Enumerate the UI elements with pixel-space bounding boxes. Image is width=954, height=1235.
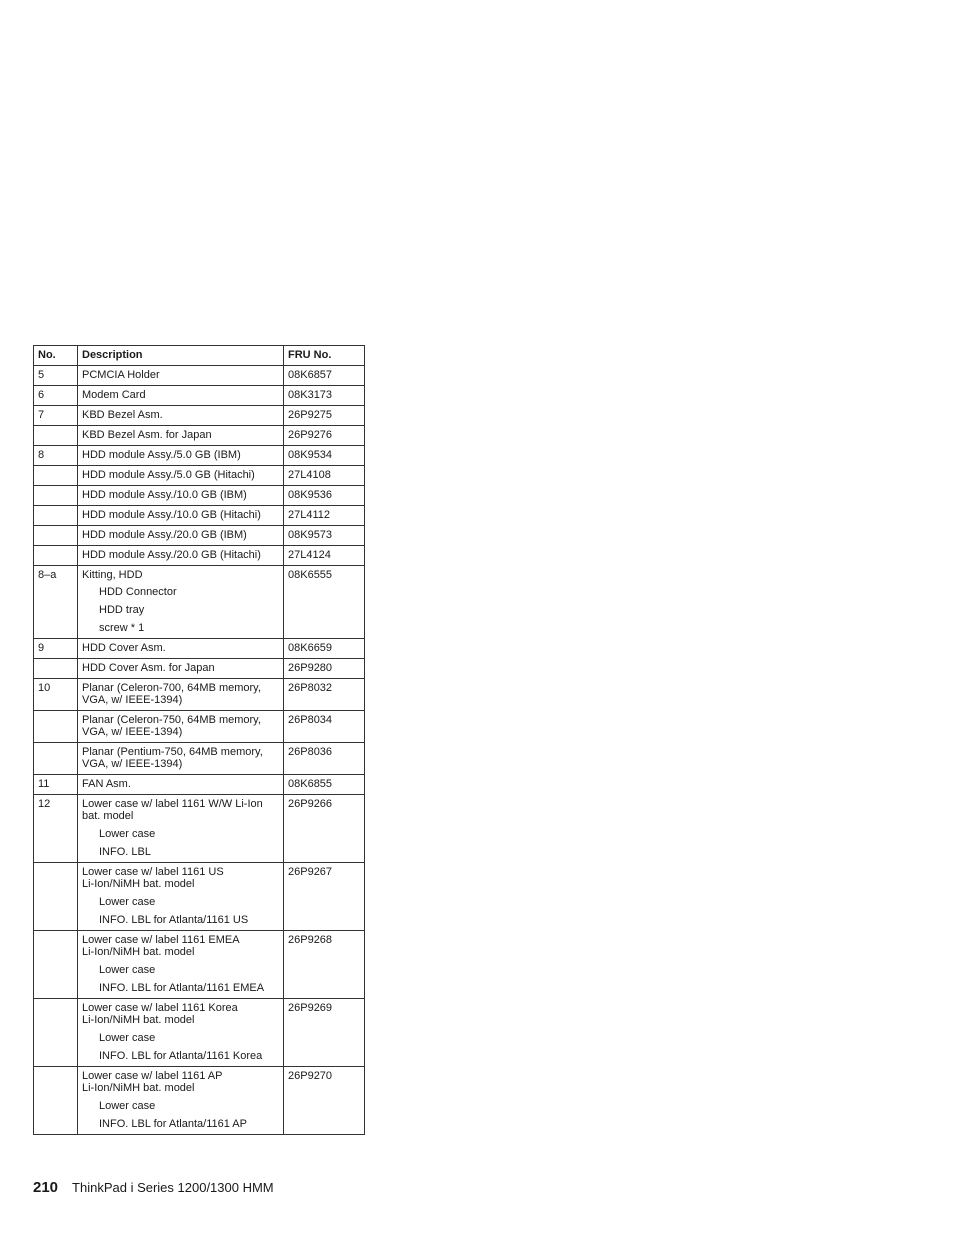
sub-component: screw * 1 bbox=[99, 622, 145, 634]
cell-no: 8–a bbox=[34, 566, 78, 639]
cell-description bbox=[78, 1067, 284, 1135]
cell-description bbox=[78, 659, 284, 679]
cell-description bbox=[78, 386, 284, 406]
sub-component: INFO. LBL for Atlanta/1161 EMEA bbox=[99, 982, 265, 994]
description-text-continued: Li-Ion/NiMH bat. model bbox=[82, 878, 195, 890]
cell-no bbox=[34, 743, 78, 775]
table-row bbox=[34, 566, 365, 639]
cell-description bbox=[78, 931, 284, 999]
cell-description bbox=[78, 711, 284, 743]
cell-no bbox=[34, 1067, 78, 1135]
cell-fru-no: 27L4124 bbox=[284, 546, 365, 566]
cell-fru-no: 08K6659 bbox=[284, 639, 365, 659]
table-row bbox=[34, 406, 365, 426]
cell-no bbox=[34, 526, 78, 546]
table-row bbox=[34, 679, 365, 711]
cell-no: 11 bbox=[34, 775, 78, 795]
table-row bbox=[34, 711, 365, 743]
cell-no: 9 bbox=[34, 639, 78, 659]
description-text: KBD Bezel Asm. bbox=[82, 409, 163, 421]
cell-no: 7 bbox=[34, 406, 78, 426]
description-text: HDD module Assy./10.0 GB (Hitachi) bbox=[82, 509, 261, 521]
cell-fru-no: 08K6555 bbox=[284, 566, 365, 639]
cell-no: 10 bbox=[34, 679, 78, 711]
description-text: Planar (Celeron-750, 64MB memory, bbox=[82, 714, 261, 726]
table-row bbox=[34, 426, 365, 446]
cell-fru-no: 26P9267 bbox=[284, 863, 365, 931]
cell-fru-no: 26P8034 bbox=[284, 711, 365, 743]
cell-description bbox=[78, 639, 284, 659]
description-text: HDD Cover Asm. for Japan bbox=[82, 662, 215, 674]
table-row bbox=[34, 999, 365, 1067]
sub-component: HDD tray bbox=[99, 604, 145, 616]
cell-fru-no: 27L4112 bbox=[284, 506, 365, 526]
cell-no bbox=[34, 931, 78, 999]
cell-fru-no: 26P9276 bbox=[284, 426, 365, 446]
description-text-continued: bat. model bbox=[82, 810, 134, 822]
description-text-continued: Li-Ion/NiMH bat. model bbox=[82, 1014, 195, 1026]
document-title: ThinkPad i Series 1200/1300 HMM bbox=[72, 1180, 274, 1195]
table-row bbox=[34, 486, 365, 506]
cell-no bbox=[34, 426, 78, 446]
page-footer bbox=[33, 1179, 274, 1197]
cell-no bbox=[34, 466, 78, 486]
description-text: Planar (Celeron-700, 64MB memory, bbox=[82, 682, 261, 694]
cell-no: 12 bbox=[34, 795, 78, 863]
cell-no bbox=[34, 546, 78, 566]
cell-description bbox=[78, 486, 284, 506]
cell-description bbox=[78, 999, 284, 1067]
header-row bbox=[34, 346, 365, 366]
table-row bbox=[34, 386, 365, 406]
description-text: HDD module Assy./5.0 GB (Hitachi) bbox=[82, 469, 255, 481]
table-row bbox=[34, 446, 365, 466]
table-row bbox=[34, 526, 365, 546]
sub-component: INFO. LBL for Atlanta/1161 AP bbox=[99, 1118, 247, 1130]
table-row bbox=[34, 546, 365, 566]
table-body bbox=[34, 366, 365, 1135]
description-text: PCMCIA Holder bbox=[82, 369, 160, 381]
sub-component: Lower case bbox=[99, 964, 156, 976]
cell-no: 8 bbox=[34, 446, 78, 466]
cell-description bbox=[78, 863, 284, 931]
table-row bbox=[34, 639, 365, 659]
header-fru-no: FRU No. bbox=[284, 346, 365, 366]
cell-fru-no: 26P9275 bbox=[284, 406, 365, 426]
cell-description bbox=[78, 775, 284, 795]
cell-description bbox=[78, 566, 284, 639]
cell-fru-no: 26P9270 bbox=[284, 1067, 365, 1135]
cell-fru-no: 08K3173 bbox=[284, 386, 365, 406]
sub-component: INFO. LBL for Atlanta/1161 US bbox=[99, 914, 249, 926]
description-text: Lower case w/ label 1161 W/W Li-Ion bbox=[82, 798, 263, 810]
table-row bbox=[34, 795, 365, 863]
description-text-continued: VGA, w/ IEEE-1394) bbox=[82, 694, 183, 706]
page-number: 210 bbox=[33, 1179, 59, 1196]
description-text: Lower case w/ label 1161 AP bbox=[82, 1070, 223, 1082]
description-text: Lower case w/ label 1161 Korea bbox=[82, 1002, 238, 1014]
table-row bbox=[34, 366, 365, 386]
description-text-continued: Li-Ion/NiMH bat. model bbox=[82, 946, 195, 958]
cell-fru-no: 26P9280 bbox=[284, 659, 365, 679]
cell-fru-no: 26P9269 bbox=[284, 999, 365, 1067]
cell-description bbox=[78, 426, 284, 446]
header-description: Description bbox=[78, 346, 284, 366]
table-row bbox=[34, 775, 365, 795]
table-row bbox=[34, 743, 365, 775]
sub-component: Lower case bbox=[99, 828, 156, 840]
cell-description bbox=[78, 795, 284, 863]
cell-no bbox=[34, 486, 78, 506]
cell-no bbox=[34, 506, 78, 526]
cell-no bbox=[34, 659, 78, 679]
description-text: HDD module Assy./20.0 GB (IBM) bbox=[82, 529, 247, 541]
description-text: Modem Card bbox=[82, 389, 146, 401]
description-text: Kitting, HDD bbox=[82, 569, 143, 581]
table-row bbox=[34, 1067, 365, 1135]
cell-description bbox=[78, 546, 284, 566]
sub-component: Lower case bbox=[99, 1100, 156, 1112]
cell-description bbox=[78, 406, 284, 426]
description-text: Planar (Pentium-750, 64MB memory, bbox=[82, 746, 263, 758]
cell-no: 6 bbox=[34, 386, 78, 406]
description-text-continued: VGA, w/ IEEE-1394) bbox=[82, 726, 183, 738]
description-text: HDD module Assy./5.0 GB (IBM) bbox=[82, 449, 241, 461]
cell-no: 5 bbox=[34, 366, 78, 386]
sub-component: HDD Connector bbox=[99, 586, 177, 598]
cell-fru-no: 08K9534 bbox=[284, 446, 365, 466]
sub-component: INFO. LBL bbox=[99, 846, 151, 858]
sub-component: Lower case bbox=[99, 896, 156, 908]
cell-fru-no: 26P8032 bbox=[284, 679, 365, 711]
table-header bbox=[34, 346, 365, 366]
cell-description bbox=[78, 506, 284, 526]
description-text-continued: VGA, w/ IEEE-1394) bbox=[82, 758, 183, 770]
cell-description bbox=[78, 366, 284, 386]
cell-description bbox=[78, 743, 284, 775]
description-text: Lower case w/ label 1161 US bbox=[82, 866, 224, 878]
table-row bbox=[34, 931, 365, 999]
header-no: No. bbox=[34, 346, 78, 366]
description-text: FAN Asm. bbox=[82, 778, 131, 790]
cell-description bbox=[78, 466, 284, 486]
cell-no bbox=[34, 863, 78, 931]
cell-fru-no: 08K9536 bbox=[284, 486, 365, 506]
table-row bbox=[34, 466, 365, 486]
cell-fru-no: 08K6855 bbox=[284, 775, 365, 795]
description-text-continued: Li-Ion/NiMH bat. model bbox=[82, 1082, 195, 1094]
cell-description bbox=[78, 446, 284, 466]
table-row bbox=[34, 659, 365, 679]
cell-fru-no: 26P9268 bbox=[284, 931, 365, 999]
cell-fru-no: 26P9266 bbox=[284, 795, 365, 863]
fru-parts-table bbox=[33, 345, 365, 1135]
sub-component: INFO. LBL for Atlanta/1161 Korea bbox=[99, 1050, 263, 1062]
description-text: HDD module Assy./20.0 GB (Hitachi) bbox=[82, 549, 261, 561]
cell-fru-no: 08K6857 bbox=[284, 366, 365, 386]
table-row bbox=[34, 506, 365, 526]
description-text: HDD Cover Asm. bbox=[82, 642, 166, 654]
cell-description bbox=[78, 526, 284, 546]
cell-description bbox=[78, 679, 284, 711]
cell-no bbox=[34, 999, 78, 1067]
cell-fru-no: 08K9573 bbox=[284, 526, 365, 546]
description-text: HDD module Assy./10.0 GB (IBM) bbox=[82, 489, 247, 501]
sub-component: Lower case bbox=[99, 1032, 156, 1044]
description-text: KBD Bezel Asm. for Japan bbox=[82, 429, 212, 441]
table-row bbox=[34, 863, 365, 931]
cell-fru-no: 26P8036 bbox=[284, 743, 365, 775]
description-text: Lower case w/ label 1161 EMEA bbox=[82, 934, 240, 946]
cell-no bbox=[34, 711, 78, 743]
cell-fru-no: 27L4108 bbox=[284, 466, 365, 486]
